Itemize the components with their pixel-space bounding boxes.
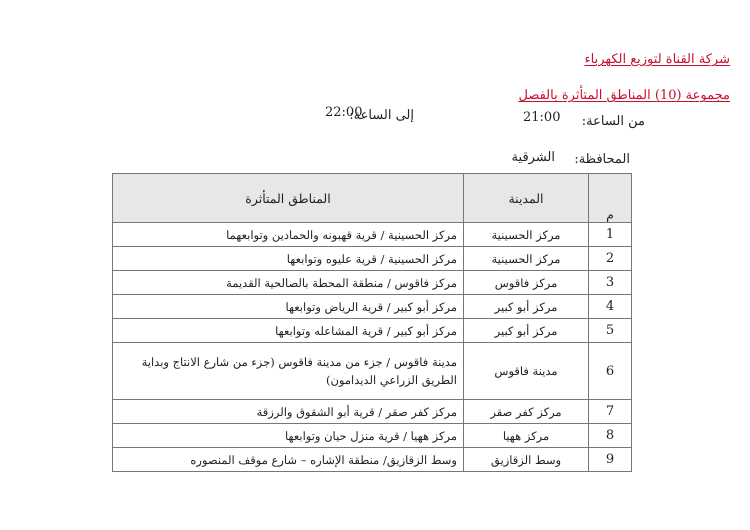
row-city: مركز كفر صقر [464,400,589,424]
table-row [113,223,632,247]
table-row [113,424,632,448]
row-city: مركز الحسينية [464,223,589,247]
to-time-label: إلى الساعة: [349,108,414,123]
header-city: المدينة [464,174,589,223]
row-city: مركز أبو كبير [464,319,589,343]
row-areas: مركز أبو كبير / قرية الرياض وتوابعها [113,295,464,319]
row-num: 6 [589,343,632,400]
governorate-label: المحافظة: [574,152,630,167]
company-title: شركة القناة لتوزيع الكهرباء [584,52,730,67]
row-areas: مركز الحسينية / قرية قهبونه والحمادين وتوابعهما [113,223,464,247]
row-num: 9 [589,448,632,472]
row-num: 8 [589,424,632,448]
table-row [113,319,632,343]
row-areas: مركز كفر صقر / قرية أبو الشقوق والرزقة [113,400,464,424]
table-row [113,448,632,472]
to-time-value: 22:00 [325,105,363,120]
row-num: 4 [589,295,632,319]
row-num: 7 [589,400,632,424]
group-title: مجموعة (10) المناطق المتأثرة بالفصل [518,88,730,103]
row-city: مركز أبو كبير [464,295,589,319]
table-row [113,271,632,295]
row-city: مركز فاقوس [464,271,589,295]
row-num: 3 [589,271,632,295]
row-areas: مركز فاقوس / منطقة المحطة بالصالحية القديمة [113,271,464,295]
row-areas: مركز ههيا / قرية منزل حيان وتوابعها [113,424,464,448]
row-city: مدينة فاقوس [464,343,589,400]
table-row [113,295,632,319]
row-city: مركز ههيا [464,424,589,448]
governorate-value: الشرقية [511,150,555,165]
header-num: م [589,174,632,223]
row-areas: مدينة فاقوس / جزء من مدينة فاقوس (جزء من شارع الانتاج وبداية الطريق الزراعي الديدامون) [113,343,464,400]
row-areas: مركز الحسينية / قرية عليوه وتوابعها [113,247,464,271]
row-num: 2 [589,247,632,271]
table-row [113,343,632,400]
from-time-value: 21:00 [523,110,561,125]
row-areas: وسط الزقازيق/ منطقة الإشاره – شارع موقف المنصوره [113,448,464,472]
table-row [113,400,632,424]
table-row [113,247,632,271]
row-num: 5 [589,319,632,343]
table-header-row [113,174,632,223]
row-city: وسط الزقازيق [464,448,589,472]
row-num: 1 [589,223,632,247]
affected-areas-table [112,173,632,472]
row-city: مركز الحسينية [464,247,589,271]
row-areas: مركز أبو كبير / قرية المشاعله وتوابعها [113,319,464,343]
from-time-label: من الساعة: [581,114,645,129]
header-areas: المناطق المتأثرة [113,174,464,223]
